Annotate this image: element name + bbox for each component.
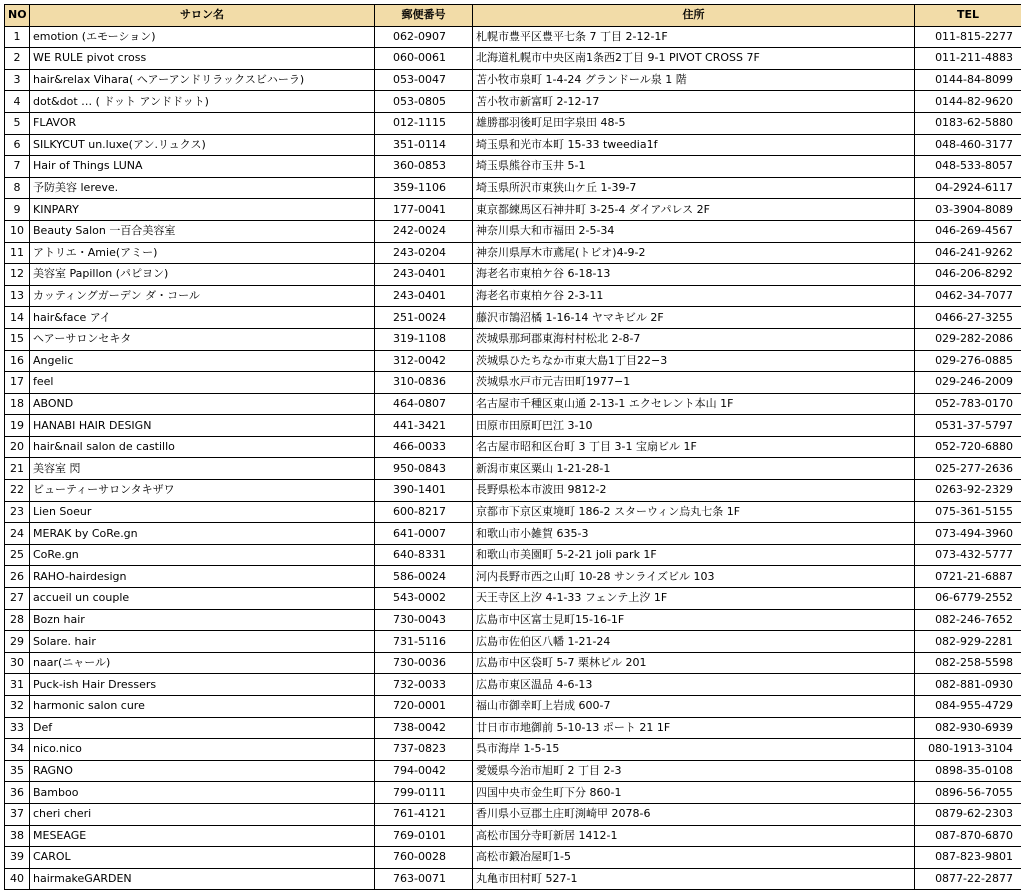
cell-tel: 0879-62-2303 [915,803,1021,825]
cell-postal-code: 242-0024 [375,220,473,242]
cell-address: 雄勝郡羽後町足田字泉田 48-5 [473,112,915,134]
table-row [5,264,1021,286]
table-row [5,69,1021,91]
cell-tel: 0531-37-5797 [915,415,1021,437]
cell-salon-name: nico.nico [30,739,375,761]
cell-no: 1 [5,26,30,48]
table-row [5,631,1021,653]
cell-address: 苫小牧市泉町 1-4-24 グランドール泉 1 階 [473,69,915,91]
cell-postal-code: 243-0401 [375,285,473,307]
cell-address: 埼玉県和光市本町 15-33 tweedia1f [473,134,915,156]
cell-address: 河内長野市西之山町 10-28 サンライズビル 103 [473,566,915,588]
cell-tel: 087-823-9801 [915,847,1021,869]
cell-address: 四国中央市金生町下分 860-1 [473,782,915,804]
cell-salon-name: Hair of Things LUNA [30,156,375,178]
table-row [5,307,1021,329]
cell-salon-name: Puck-ish Hair Dressers [30,674,375,696]
cell-address: 高松市鍛冶屋町1-5 [473,847,915,869]
cell-no: 40 [5,868,30,890]
table-row [5,825,1021,847]
cell-address: 広島市東区温品 4-6-13 [473,674,915,696]
cell-no: 20 [5,436,30,458]
cell-no: 7 [5,156,30,178]
cell-postal-code: 763-0071 [375,868,473,890]
cell-tel: 082-929-2281 [915,631,1021,653]
cell-postal-code: 641-0007 [375,523,473,545]
table-row [5,350,1021,372]
cell-no: 21 [5,458,30,480]
cell-address: 丸亀市田村町 527-1 [473,868,915,890]
cell-postal-code: 251-0024 [375,307,473,329]
cell-postal-code: 062-0907 [375,26,473,48]
cell-address: 北海道札幌市中央区南1条西2丁目 9-1 PIVOT CROSS 7F [473,48,915,70]
table-row [5,436,1021,458]
cell-no: 11 [5,242,30,264]
cell-address: 埼玉県熊谷市玉井 5-1 [473,156,915,178]
cell-no: 38 [5,825,30,847]
table-row [5,868,1021,890]
cell-salon-name: ヘアーサロンセキタ [30,328,375,350]
header-salon-name: サロン名 [30,5,375,27]
cell-no: 19 [5,415,30,437]
cell-postal-code: 737-0823 [375,739,473,761]
cell-postal-code: 950-0843 [375,458,473,480]
cell-postal-code: 640-8331 [375,544,473,566]
cell-postal-code: 760-0028 [375,847,473,869]
cell-postal-code: 012-1115 [375,112,473,134]
cell-postal-code: 060-0061 [375,48,473,70]
table-row [5,717,1021,739]
table-row [5,803,1021,825]
cell-salon-name: Bamboo [30,782,375,804]
cell-address: 和歌山市小雑賀 635-3 [473,523,915,545]
cell-address: 福山市御幸町上岩成 600-7 [473,696,915,718]
cell-no: 5 [5,112,30,134]
cell-tel: 0462-34-7077 [915,285,1021,307]
cell-salon-name: MESEAGE [30,825,375,847]
cell-no: 25 [5,544,30,566]
cell-salon-name: cheri cheri [30,803,375,825]
cell-address: 苫小牧市新富町 2-12-17 [473,91,915,113]
cell-no: 32 [5,696,30,718]
cell-no: 17 [5,372,30,394]
cell-no: 18 [5,393,30,415]
cell-tel: 080-1913-3104 [915,739,1021,761]
cell-postal-code: 053-0805 [375,91,473,113]
cell-salon-name: hairmakeGARDEN [30,868,375,890]
cell-salon-name: アトリエ・Amie(アミー) [30,242,375,264]
cell-no: 2 [5,48,30,70]
table-row [5,760,1021,782]
cell-tel: 0877-22-2877 [915,868,1021,890]
cell-tel: 0896-56-7055 [915,782,1021,804]
cell-tel: 011-211-4883 [915,48,1021,70]
cell-tel: 0183-62-5880 [915,112,1021,134]
table-row [5,393,1021,415]
salon-table [4,4,1021,890]
cell-salon-name: hair&relax Vihara( ヘアーアンドリラックスビハーラ) [30,69,375,91]
cell-postal-code: 466-0033 [375,436,473,458]
cell-no: 22 [5,480,30,502]
cell-tel: 011-815-2277 [915,26,1021,48]
cell-no: 34 [5,739,30,761]
cell-address: 和歌山市美園町 5-2-21 joli park 1F [473,544,915,566]
table-row [5,696,1021,718]
cell-salon-name: Solare. hair [30,631,375,653]
table-row [5,242,1021,264]
cell-salon-name: 予防美容 lereve. [30,177,375,199]
cell-address: 埼玉県所沢市東狭山ケ丘 1-39-7 [473,177,915,199]
cell-tel: 046-269-4567 [915,220,1021,242]
table-row [5,372,1021,394]
cell-tel: 082-258-5598 [915,652,1021,674]
table-row [5,328,1021,350]
cell-address: 天王寺区上汐 4-1-33 フェンテ上汐 1F [473,588,915,610]
cell-postal-code: 319-1108 [375,328,473,350]
cell-postal-code: 586-0024 [375,566,473,588]
cell-salon-name: Def [30,717,375,739]
cell-postal-code: 730-0036 [375,652,473,674]
cell-salon-name: Beauty Salon 一百合美容室 [30,220,375,242]
cell-address: 京都市下京区東境町 186-2 スターウィン烏丸七条 1F [473,501,915,523]
cell-address: 東京都練馬区石神井町 3-25-4 ダイアパレス 2F [473,199,915,221]
cell-address: 愛媛県今治市旭町 2 丁目 2-3 [473,760,915,782]
cell-no: 27 [5,588,30,610]
cell-address: 廿日市市地御前 5-10-13 ポート 21 1F [473,717,915,739]
cell-tel: 029-282-2086 [915,328,1021,350]
cell-address: 広島市中区袋町 5-7 栗林ビル 201 [473,652,915,674]
cell-tel: 048-533-8057 [915,156,1021,178]
table-row [5,91,1021,113]
cell-postal-code: 543-0002 [375,588,473,610]
cell-no: 15 [5,328,30,350]
cell-tel: 073-432-5777 [915,544,1021,566]
cell-postal-code: 464-0807 [375,393,473,415]
cell-address: 名古屋市昭和区台町 3 丁目 3-1 宝扇ビル 1F [473,436,915,458]
cell-postal-code: 243-0204 [375,242,473,264]
cell-tel: 0144-84-8099 [915,69,1021,91]
cell-salon-name: Lien Soeur [30,501,375,523]
cell-salon-name: FLAVOR [30,112,375,134]
cell-tel: 0898-35-0108 [915,760,1021,782]
table-row [5,544,1021,566]
table-row [5,156,1021,178]
cell-address: 長野県松本市波田 9812-2 [473,480,915,502]
cell-salon-name: CoRe.gn [30,544,375,566]
table-row [5,415,1021,437]
cell-postal-code: 312-0042 [375,350,473,372]
cell-tel: 082-246-7652 [915,609,1021,631]
table-row [5,458,1021,480]
cell-tel: 029-276-0885 [915,350,1021,372]
cell-address: 茨城県水戸市元吉田町1977−1 [473,372,915,394]
cell-postal-code: 441-3421 [375,415,473,437]
cell-address: 名古屋市千種区東山通 2-13-1 エクセレント本山 1F [473,393,915,415]
cell-no: 37 [5,803,30,825]
header-address: 住所 [473,5,915,27]
cell-salon-name: WE RULE pivot cross [30,48,375,70]
cell-postal-code: 720-0001 [375,696,473,718]
cell-address: 藤沢市鵠沼橘 1-16-14 ヤマキビル 2F [473,307,915,329]
table-row [5,782,1021,804]
cell-no: 3 [5,69,30,91]
cell-tel: 087-870-6870 [915,825,1021,847]
cell-address: 札幌市豊平区豊平七条 7 丁目 2-12-1F [473,26,915,48]
cell-address: 海老名市東柏ケ谷 6-18-13 [473,264,915,286]
cell-postal-code: 310-0836 [375,372,473,394]
cell-address: 新潟市東区粟山 1-21-28-1 [473,458,915,480]
cell-no: 24 [5,523,30,545]
cell-salon-name: naar(ニャール) [30,652,375,674]
cell-address: 広島市佐伯区八幡 1-21-24 [473,631,915,653]
cell-postal-code: 769-0101 [375,825,473,847]
cell-tel: 046-206-8292 [915,264,1021,286]
cell-no: 29 [5,631,30,653]
cell-postal-code: 799-0111 [375,782,473,804]
cell-address: 田原市田原町巴江 3-10 [473,415,915,437]
cell-address: 香川県小豆郡土庄町渕崎甲 2078-6 [473,803,915,825]
cell-tel: 082-930-6939 [915,717,1021,739]
cell-salon-name: CAROL [30,847,375,869]
cell-postal-code: 243-0401 [375,264,473,286]
cell-salon-name: Angelic [30,350,375,372]
cell-no: 31 [5,674,30,696]
cell-tel: 04-2924-6117 [915,177,1021,199]
cell-postal-code: 351-0114 [375,134,473,156]
table-row [5,220,1021,242]
cell-tel: 025-277-2636 [915,458,1021,480]
table-row [5,199,1021,221]
table-row [5,609,1021,631]
cell-no: 28 [5,609,30,631]
cell-no: 10 [5,220,30,242]
cell-tel: 03-3904-8089 [915,199,1021,221]
cell-postal-code: 738-0042 [375,717,473,739]
cell-salon-name: SILKYCUT un.luxe(アン.リュクス) [30,134,375,156]
table-row [5,588,1021,610]
cell-salon-name: Bozn hair [30,609,375,631]
cell-tel: 029-246-2009 [915,372,1021,394]
cell-salon-name: RAGNO [30,760,375,782]
cell-address: 海老名市東柏ケ谷 2-3-11 [473,285,915,307]
cell-address: 神奈川県厚木市鳶尾(トビオ)4-9-2 [473,242,915,264]
cell-tel: 075-361-5155 [915,501,1021,523]
cell-no: 12 [5,264,30,286]
cell-salon-name: カッティングガーデン ダ・コール [30,285,375,307]
cell-no: 23 [5,501,30,523]
header-row [5,5,1021,27]
cell-postal-code: 730-0043 [375,609,473,631]
table-row [5,177,1021,199]
cell-postal-code: 732-0033 [375,674,473,696]
cell-postal-code: 600-8217 [375,501,473,523]
header-no: NO [5,5,30,27]
table-row [5,674,1021,696]
table-row [5,501,1021,523]
cell-tel: 052-720-6880 [915,436,1021,458]
cell-postal-code: 761-4121 [375,803,473,825]
cell-tel: 0263-92-2329 [915,480,1021,502]
table-row [5,48,1021,70]
cell-tel: 052-783-0170 [915,393,1021,415]
cell-postal-code: 390-1401 [375,480,473,502]
table-row [5,26,1021,48]
cell-tel: 06-6779-2552 [915,588,1021,610]
cell-salon-name: KINPARY [30,199,375,221]
cell-tel: 082-881-0930 [915,674,1021,696]
cell-salon-name: RAHO-hairdesign [30,566,375,588]
cell-postal-code: 794-0042 [375,760,473,782]
table-row [5,112,1021,134]
cell-salon-name: dot&dot … ( ドット アンドドット) [30,91,375,113]
cell-address: 茨城県ひたちなか市東大島1丁目22−3 [473,350,915,372]
cell-no: 9 [5,199,30,221]
cell-postal-code: 053-0047 [375,69,473,91]
table-row [5,566,1021,588]
cell-no: 16 [5,350,30,372]
cell-salon-name: emotion (エモーション) [30,26,375,48]
cell-tel: 0721-21-6887 [915,566,1021,588]
cell-salon-name: feel [30,372,375,394]
cell-address: 茨城県那珂郡東海村村松北 2-8-7 [473,328,915,350]
cell-salon-name: 美容室 Papillon (パピヨン) [30,264,375,286]
table-row [5,847,1021,869]
cell-no: 26 [5,566,30,588]
cell-tel: 046-241-9262 [915,242,1021,264]
table-row [5,480,1021,502]
table-row [5,523,1021,545]
header-tel: TEL [915,5,1021,27]
table-row [5,739,1021,761]
cell-salon-name: harmonic salon cure [30,696,375,718]
cell-postal-code: 360-0853 [375,156,473,178]
cell-salon-name: 美容室 閃 [30,458,375,480]
cell-salon-name: ABOND [30,393,375,415]
cell-no: 13 [5,285,30,307]
cell-no: 36 [5,782,30,804]
cell-postal-code: 359-1106 [375,177,473,199]
table-body [5,26,1021,890]
cell-address: 高松市国分寺町新居 1412-1 [473,825,915,847]
table-row [5,285,1021,307]
cell-address: 呉市海岸 1-5-15 [473,739,915,761]
cell-salon-name: accueil un couple [30,588,375,610]
cell-tel: 048-460-3177 [915,134,1021,156]
cell-salon-name: ビューティーサロンタキザワ [30,480,375,502]
cell-address: 広島市中区富士見町15-16-1F [473,609,915,631]
cell-salon-name: MERAK by CoRe.gn [30,523,375,545]
cell-no: 14 [5,307,30,329]
cell-no: 8 [5,177,30,199]
cell-address: 神奈川県大和市福田 2-5-34 [473,220,915,242]
cell-no: 6 [5,134,30,156]
cell-tel: 0144-82-9620 [915,91,1021,113]
cell-no: 39 [5,847,30,869]
cell-no: 30 [5,652,30,674]
cell-salon-name: hair&face アイ [30,307,375,329]
cell-postal-code: 731-5116 [375,631,473,653]
cell-salon-name: hair&nail salon de castillo [30,436,375,458]
header-postal-code: 郵便番号 [375,5,473,27]
cell-tel: 084-955-4729 [915,696,1021,718]
cell-no: 35 [5,760,30,782]
table-row [5,134,1021,156]
cell-postal-code: 177-0041 [375,199,473,221]
cell-no: 33 [5,717,30,739]
table-row [5,652,1021,674]
cell-no: 4 [5,91,30,113]
cell-tel: 0466-27-3255 [915,307,1021,329]
cell-tel: 073-494-3960 [915,523,1021,545]
cell-salon-name: HANABI HAIR DESIGN [30,415,375,437]
